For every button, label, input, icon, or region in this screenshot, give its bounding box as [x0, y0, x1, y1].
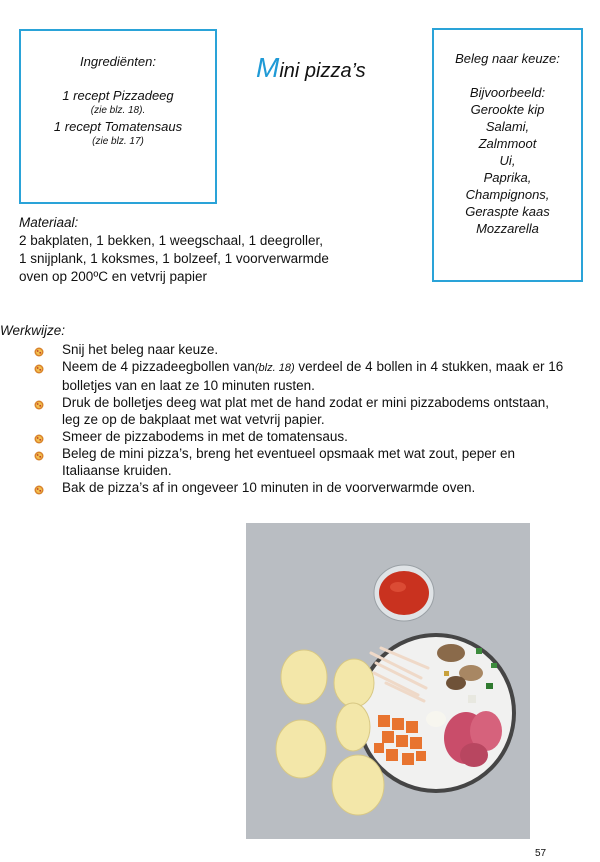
method-section: [0, 322, 568, 496]
step-text: Smeer de pizzabodems in met de tomatensaus.: [62, 429, 348, 444]
pizza-slice-icon: [34, 482, 44, 492]
materials-line: 1 snijplank, 1 koksmes, 1 bolzeef, 1 voorverwarmde: [19, 251, 329, 266]
topping-item: Salami,: [485, 119, 530, 134]
step-text: Neem de 4 pizzadeegbollen van: [62, 359, 255, 374]
topping-item: Paprika,: [483, 170, 532, 185]
step-text: Snij het beleg naar keuze.: [62, 342, 219, 357]
list-item: [28, 428, 568, 445]
topping-intro: Bijvoorbeeld:: [469, 85, 546, 100]
topping-item: Geraspte kaas: [465, 204, 550, 219]
topping-heading: Beleg naar keuze:: [455, 51, 560, 66]
step-text: Bak de pizza’s af in ongeveer 10 minuten in de voorverwarmde oven.: [62, 480, 476, 495]
pizza-slice-icon: [34, 431, 44, 441]
pizza-slice-icon: [34, 448, 44, 458]
ingredient-ref: (zie blz. 18).: [90, 105, 146, 116]
step-ref: (blz. 18): [254, 362, 295, 374]
pizza-slice-icon: [34, 397, 44, 407]
title-rest: ini pizza’s: [279, 60, 366, 82]
ingredients-box: [19, 29, 217, 204]
method-steps: [28, 341, 568, 496]
page-number: 57: [535, 848, 547, 859]
pizza-slice-icon: [34, 344, 44, 354]
materials-section: [19, 214, 419, 286]
topping-item: Ui,: [499, 153, 516, 168]
topping-item: Gerookte kip: [470, 102, 545, 117]
pizza-slice-icon: [34, 361, 44, 371]
list-item: [28, 341, 568, 358]
ingredients-heading: Ingrediënten:: [80, 54, 156, 69]
topping-item: Champignons,: [465, 187, 550, 202]
ingredient-item: 1 recept Pizzadeeg: [62, 88, 174, 103]
method-label: Werkwijze:: [0, 323, 66, 338]
pizza-ingredients-photo: [246, 523, 530, 839]
topping-item: Mozzarella: [476, 221, 539, 236]
materials-line: oven op 200ºC en vetvrij papier: [19, 269, 208, 284]
topping-box: [432, 28, 583, 282]
list-item: [28, 358, 568, 394]
list-item: [28, 445, 568, 479]
list-item: [28, 479, 568, 496]
materials-line: 2 bakplaten, 1 bekken, 1 weegschaal, 1 deegroller,: [19, 233, 323, 248]
ingredient-item: 1 recept Tomatensaus: [53, 119, 183, 134]
list-item: [28, 394, 568, 428]
ingredient-ref: (zie blz. 17): [92, 136, 144, 147]
step-text: Beleg de mini pizza’s, breng het eventueel opsmaak met wat zout, peper en Italiaanse kruiden.: [62, 446, 516, 478]
title-initial: M: [256, 52, 280, 83]
page-title: [256, 52, 366, 84]
step-text: verdeel de 4 bollen in 4 stukken, maak er 16 bolletjes van en laat ze 10 minuten rusten.: [62, 359, 564, 393]
step-text: Druk de bolletjes deeg wat plat met de hand zodat er mini pizzabodems ontstaan, leg ze op de bakplaat met wat vetvrij papier.: [62, 395, 550, 427]
topping-item: Zalmmoot: [478, 136, 537, 151]
materials-label: Materiaal:: [19, 215, 79, 230]
